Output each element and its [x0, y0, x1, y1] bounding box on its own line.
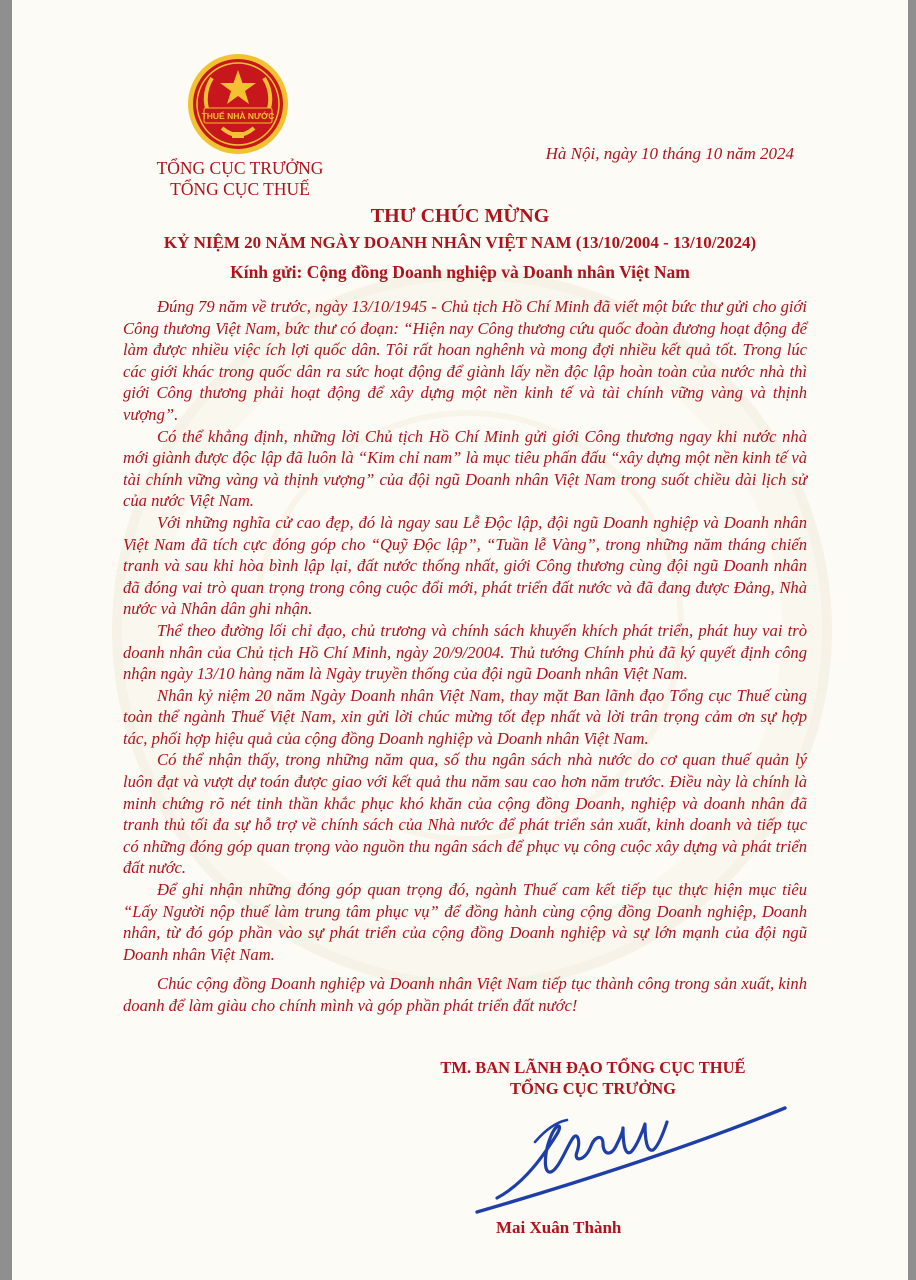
letter-title: THƯ CHÚC MỪNG: [370, 205, 550, 227]
signer-name: Mai Xuân Thành: [496, 1218, 622, 1237]
body-paragraph-1: Đúng 79 năm về trước, ngày 13/10/1945 - Chủ tịch Hồ Chí Minh đã viết một bức thư gửi cho giới Công thương Việt Nam, bức thư có đoạn: “Hiện nay Công thương cứu quốc đoàn đương hoạt động để làm được nhiều việc ích lợi quốc dân. Tôi rất hoan nghênh và mong đợi nhiều kết quả tốt. Trong lúc các giới khác trong quốc dân ra sức hoạt động để giành lấy nền độc lập hoàn toàn của nước nhà thì giới Công thương phải hoạt động để xây dựng một nền kinh tế và tài chính vững vàng và thịnh vượng”.: [123, 297, 807, 424]
svg-text:THUẾ NHÀ NƯỚC: THUẾ NHÀ NƯỚC: [201, 111, 275, 121]
org-line-2: TỔNG CỤC THUẾ: [170, 179, 310, 199]
letter-page: [12, 0, 908, 1280]
body-paragraph-4: Thể theo đường lối chỉ đạo, chủ trương và chính sách khuyến khích phát triển, phát huy vai trò doanh nhân của Chủ tịch Hồ Chí Minh, ngày 20/9/2004. Thủ tướng Chính phủ đã ký quyết định công nhận ngày 13/10 hàng năm là Ngày truyền thống của đội ngũ Doanh nhân Việt Nam.: [123, 620, 807, 684]
issuing-organization: [130, 158, 350, 200]
tax-emblem-logo: [186, 52, 290, 156]
body-paragraph-6: Có thể nhận thấy, trong những năm qua, số thu ngân sách nhà nước do cơ quan thuế quản lý luôn đạt và vượt dự toán được giao với kết quả thu năm sau cao hơn năm trước. Điều này là chính là minh chứng rõ nét tinh thần khắc phục khó khăn của cộng đồng Doanh, nghiệp và doanh nhân đã tranh thủ tối đa sự hỗ trợ về chính sách của Nhà nước để phát triển sản xuất, kinh doanh và tiếp tục có những đóng góp quan trọng vào nguồn thu ngân sách để phục vụ công cuộc xây dựng và phát triển đất nước.: [123, 750, 807, 878]
handwritten-signature: [417, 1100, 787, 1220]
signature-role-line-1: TM. BAN LÃNH ĐẠO TỔNG CỤC THUẾ: [440, 1058, 746, 1077]
body-paragraph-2: Có thể khẳng định, những lời Chủ tịch Hồ Chí Minh gửi giới Công thương ngay khi nước nhà mới giành được độc lập đã luôn là “Kim chỉ nam” là mục tiêu phấn đấu “xây dựng một nền kinh tế và tài chính vững vàng và thịnh vượng” của đội ngũ Doanh nhân Việt Nam trong suốt chiều dài lịch sử của nước Việt Nam.: [123, 426, 807, 511]
body-paragraph-5: Nhân kỷ niệm 20 năm Ngày Doanh nhân Việt Nam, thay mặt Ban lãnh đạo Tổng cục Thuế cùng toàn thể ngành Thuế Việt Nam, xin gửi lời chúc mừng tốt đẹp nhất và lời trân trọng cảm ơn sự hợp tác, phối hợp hiệu quả của cộng đồng Doanh nghiệp và Doanh nhân Việt Nam.: [123, 685, 807, 748]
letter-recipient: Kính gửi: Cộng đồng Doanh nghiệp và Doanh nhân Việt Nam: [230, 262, 690, 282]
signature-role-line-2: TỔNG CỤC TRƯỞNG: [510, 1079, 676, 1098]
letter-date: Hà Nội, ngày 10 tháng 10 năm 2024: [545, 144, 794, 163]
body-paragraph-3: Với những nghĩa cử cao đẹp, đó là ngay sau Lễ Độc lập, đội ngũ Doanh nghiệp và Doanh nhân Việt Nam đã tích cực đóng góp cho “Quỹ Độc lập”, “Tuần lễ Vàng”, trong những năm tháng chiến tranh và sau khi hòa bình lập lại, đất nước thống nhất, giới Công thương cùng đội ngũ Doanh nhân đã đóng vai trò quan trọng trong công cuộc đổi mới, phát triển đất nước và đã đang được Đảng, Nhà nước và Nhân dân ghi nhận.: [123, 512, 807, 619]
letter-subtitle: KỶ NIỆM 20 NĂM NGÀY DOANH NHÂN VIỆT NAM (13/10/2004 - 13/10/2024): [163, 233, 757, 252]
body-paragraph-7: Để ghi nhận những đóng góp quan trọng đó, ngành Thuế cam kết tiếp tục thực hiện mục tiêu “Lấy Người nộp thuế làm trung tâm phục vụ” để đồng hành cùng cộng đồng Doanh nghiệp, Doanh nhân, từ đó góp phần vào sự phát triển của cộng đồng Doanh nghiệp và sự lớn mạnh của đội ngũ Doanh nhân Việt Nam.: [123, 880, 807, 964]
body-paragraph-8: Chúc cộng đồng Doanh nghiệp và Doanh nhân Việt Nam tiếp tục thành công trong sản xuất, kinh doanh để làm giàu cho chính mình và góp phần phát triển đất nước!: [123, 974, 807, 1015]
letter-body: [123, 296, 807, 1017]
org-line-1: TỔNG CỤC TRƯỞNG: [156, 158, 324, 178]
